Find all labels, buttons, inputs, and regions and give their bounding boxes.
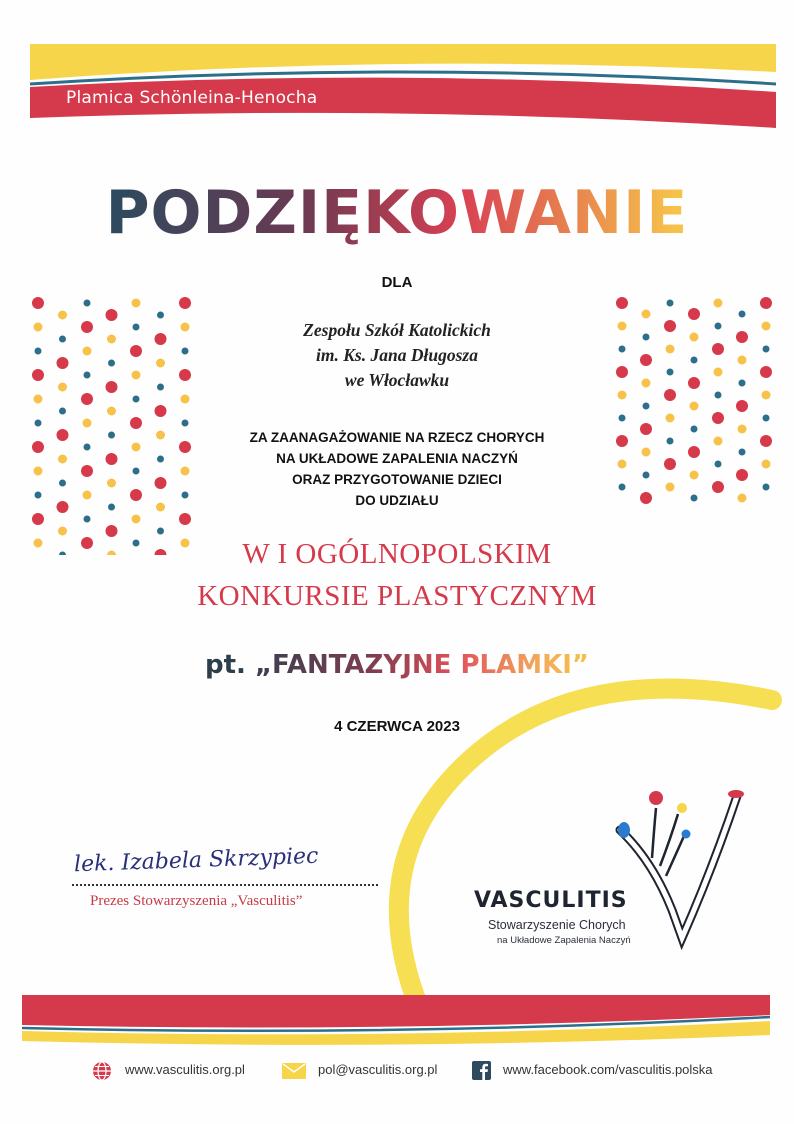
envelope-icon <box>282 1063 306 1079</box>
globe-icon <box>92 1061 112 1081</box>
recipient-line-1: Zespołu Szkół Katolickich <box>303 320 491 340</box>
event-line-1: W I OGÓLNOPOLSKIM <box>242 538 552 570</box>
contest-title: „FANTAZYJNE PLAMKI” <box>254 650 589 680</box>
reason-line-3: ORAZ PRZYGOTOWANIE DZIECI <box>292 472 502 487</box>
reason-line-1: ZA ZAANAGAŻOWANIE NA RZECZ CHORYCH <box>249 430 545 445</box>
reason-line-4: DO UDZIAŁU <box>355 493 439 508</box>
vasculitis-logo-icon <box>612 780 762 950</box>
signature-line <box>72 884 378 886</box>
for-label: DLA <box>381 274 413 291</box>
recipient-line-2: im. Ks. Jana Długosza <box>316 345 478 365</box>
signer-title: Prezes Stowarzyszenia „Vasculitis” <box>90 893 303 909</box>
facebook-icon <box>472 1061 491 1080</box>
reason-line-2: NA UKŁADOWE ZAPALENIA NACZYŃ <box>276 451 518 466</box>
banner-label: Plamica Schönleina-Henocha <box>66 88 318 108</box>
contest-prefix: pt. <box>204 650 255 680</box>
recipient-line-3: we Włocławku <box>344 370 450 390</box>
event-line-2: KONKURSIE PLASTYCZNYM <box>197 580 597 612</box>
footer-facebook[interactable]: www.facebook.com/vasculitis.polska <box>503 1062 713 1077</box>
footer-email[interactable]: pol@vasculitis.org.pl <box>318 1062 438 1077</box>
event-date: 4 CZERWCA 2023 <box>334 718 460 735</box>
logo-subtitle-1: Stowarzyszenie Chorych <box>488 918 626 932</box>
logo-subtitle-2: na Układowe Zapalenia Naczyń <box>497 935 631 946</box>
footer-website[interactable]: www.vasculitis.org.pl <box>125 1062 245 1077</box>
logo-name: VASCULITIS <box>474 888 628 913</box>
page-title: PODZIĘKOWANIE <box>0 178 794 248</box>
handwritten-signature: lek. Izabela Skrzypiec <box>73 843 319 878</box>
bottom-banner <box>0 985 794 1055</box>
